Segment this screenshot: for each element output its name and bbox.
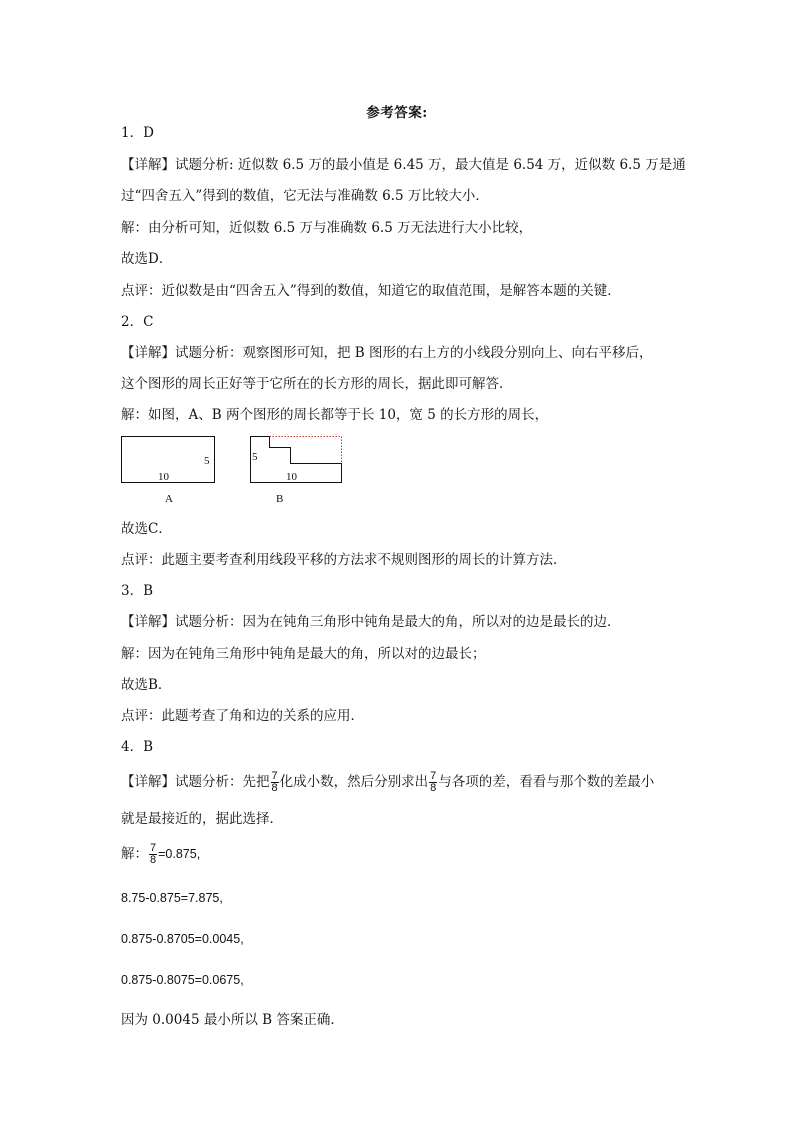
- fraction-seven-eighths: [429, 771, 437, 794]
- q4-analysis-text-3: 与各项的差，看看与那个数的差最小: [438, 774, 655, 790]
- q2-analysis-line2: 这个图形的周长正好等于它所在的长方形的周长，据此即可解答．: [121, 376, 513, 392]
- q4-solution-prefix: 解：: [121, 846, 148, 862]
- fraction-numerator: 7: [430, 770, 437, 782]
- figure-a-width-label: 5: [204, 455, 210, 467]
- fraction-denominator: 8: [271, 782, 278, 794]
- figure-a-length-label: 10: [158, 471, 169, 483]
- q4-analysis-text-1: 【详解】试题分析：先把: [121, 774, 270, 790]
- q1-analysis-line2: 过“四舍五入”得到的数值，它无法与准确数 6.5 万比较大小．: [121, 188, 489, 204]
- q1-choice: 故选D．: [121, 251, 173, 267]
- figure-b-dotted-outline: [270, 437, 342, 464]
- q2-solution: 解：如图，A、B 两个图形的周长都等于长 10，宽 5 的长方形的周长，: [121, 407, 549, 423]
- q3-choice: 故选B．: [121, 677, 172, 693]
- fraction-denominator: 8: [150, 854, 157, 866]
- figure-b-width-label: 5: [252, 451, 258, 463]
- q4-analysis-line1: [121, 767, 654, 797]
- q4-calc-2: 0.875-0.8705=0.0045,: [121, 932, 244, 946]
- q1-solution: 解：由分析可知，近似数 6.5 万与准确数 6.5 万无法进行大小比较，: [121, 220, 533, 236]
- figure-b-length-label: 10: [286, 471, 297, 483]
- q4-analysis-line2: 就是最接近的，据此选择．: [121, 811, 283, 827]
- q3-solution: 解：因为在钝角三角形中钝角是最大的角，所以对的边最长；: [121, 646, 486, 662]
- fraction-numerator: 7: [271, 770, 278, 782]
- q3-comment: 点评：此题考查了角和边的关系的应用．: [121, 708, 364, 724]
- fraction-seven-eighths: [271, 771, 279, 794]
- q4-calc-1: 8.75-0.875=7.875,: [121, 891, 223, 905]
- page-title: 参考答案:: [366, 105, 428, 121]
- q3-analysis: 【详解】试题分析：因为在钝角三角形中钝角是最大的角，所以对的边是最长的边．: [121, 614, 621, 630]
- q2-choice: 故选C．: [121, 521, 172, 537]
- q2-analysis-line1: 【详解】试题分析：观察图形可知，把 B 图形的右上方的小线段分别向上、向右平移后，: [121, 345, 653, 361]
- q1-comment: 点评：近似数是由“四舍五入”得到的数值，知道它的取值范围，是解答本题的关键．: [121, 283, 621, 299]
- q4-answer: 4．B: [121, 739, 154, 755]
- q4-calc-3: 0.875-0.8075=0.0675,: [121, 973, 244, 987]
- fraction-seven-eighths: [149, 843, 157, 866]
- q2-answer: 2．C: [121, 314, 154, 330]
- q4-analysis-text-2: 化成小数，然后分别求出: [279, 774, 429, 790]
- q4-conclusion: 因为 0.0045 最小所以 B 答案正确．: [121, 1012, 344, 1028]
- figure-a-caption: A: [165, 493, 173, 505]
- q1-analysis-line1: 【详解】试题分析: 近似数 6.5 万的最小值是 6.45 万，最大值是 6.54 万，近似数 6.5 万是通: [121, 157, 686, 173]
- perimeter-figure: [118, 428, 358, 510]
- q3-answer: 3．B: [121, 583, 154, 599]
- q4-solution-value: =0.875,: [158, 847, 201, 861]
- q1-answer: 1．D: [121, 125, 154, 141]
- fraction-denominator: 8: [430, 782, 437, 794]
- q4-solution: [121, 839, 200, 869]
- q2-comment: 点评：此题主要考查利用线段平移的方法求不规则图形的周长的计算方法．: [121, 552, 567, 568]
- fraction-numerator: 7: [150, 842, 157, 854]
- figure-b-caption: B: [276, 493, 284, 505]
